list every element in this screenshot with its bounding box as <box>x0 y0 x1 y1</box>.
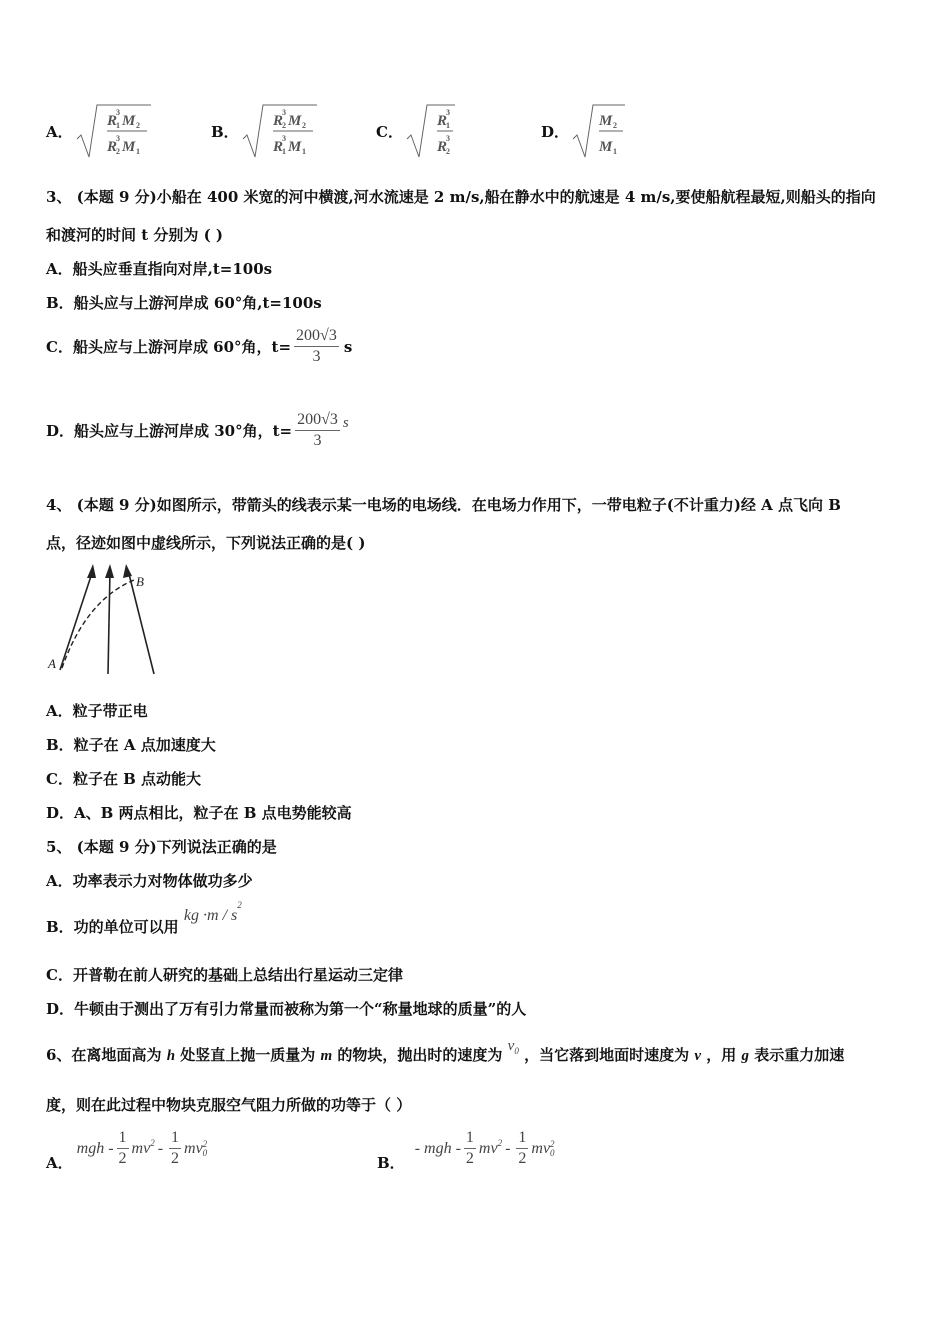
q6-var-h: h <box>166 1048 176 1064</box>
q4-option-a: A．粒子带正电 <box>46 702 148 720</box>
q6-option-a-mv0: mv <box>184 1139 203 1157</box>
svg-text:R: R <box>106 139 117 155</box>
q6-var-v: v <box>694 1048 701 1064</box>
field-line-right-arrow <box>123 564 132 578</box>
q3-option-a: A．船头应垂直指向对岸,t=100s <box>46 260 273 278</box>
field-line-left-arrow <box>87 564 96 578</box>
svg-text:3: 3 <box>445 134 450 143</box>
q4-stem-line2: 点，径迹如图中虚线所示，下列说法正确的是( ) <box>46 534 366 552</box>
q2-option-a-label: A． <box>46 122 73 141</box>
q5-option-a: A．功率表示力对物体做功多少 <box>46 872 253 890</box>
q2-option-c <box>376 100 463 162</box>
svg-text:1: 1 <box>281 147 286 156</box>
electric-field-diagram <box>46 560 166 678</box>
q3-option-c-text: C．船头应与上游河岸成 60°角，t= <box>46 338 292 356</box>
q6-stem-line2: 度，则在此过程中物块克服空气阻力所做的功等于（ ） <box>46 1096 412 1114</box>
q5-stem: 5、 (本题 9 分)下列说法正确的是 <box>46 838 277 856</box>
svg-text:R: R <box>436 113 447 129</box>
q6-var-m: m <box>320 1048 333 1064</box>
svg-text:R: R <box>436 139 447 155</box>
svg-text:3: 3 <box>445 108 450 117</box>
q6-option-a-mv: mv <box>131 1139 151 1157</box>
svg-text:R: R <box>272 113 283 129</box>
svg-text:1: 1 <box>613 147 618 156</box>
q2-option-a <box>46 100 153 162</box>
svg-text:1: 1 <box>445 121 450 130</box>
field-line-left <box>60 570 93 670</box>
svg-text:2: 2 <box>613 121 618 130</box>
q3-option-c-unit: s <box>343 337 353 356</box>
q6-stem-part5: ，用 <box>706 1046 737 1064</box>
q4-option-b: B．粒子在 A 点加速度大 <box>46 736 216 754</box>
q2-option-c-formula <box>403 101 463 161</box>
particle-trajectory <box>62 580 134 668</box>
q2-option-b <box>211 100 319 162</box>
q3-option-c <box>46 326 352 367</box>
q4-option-c: C．粒子在 B 点动能大 <box>46 770 202 788</box>
q2-option-d-formula <box>569 101 629 161</box>
q6-stem-part4: ，当它落到地面时速度为 <box>524 1046 690 1064</box>
q6-option-a-half-1: $\frac{1}{2}$ <box>118 1129 127 1167</box>
q6-var-g: g <box>741 1048 749 1064</box>
q6-stem-part2: 处竖直上抛一质量为 <box>180 1046 316 1064</box>
q6-option-a-expr-start: mgh - <box>76 1139 114 1157</box>
q3-option-d-text: D．船头应与上游河岸成 30°角，t= <box>46 422 293 440</box>
q5-option-b: B．功的单位可以用 kg $\cdot m / s^2$ <box>46 900 242 936</box>
q2-option-a-formula <box>73 101 153 161</box>
q2-option-b-formula <box>239 101 319 161</box>
svg-text:R: R <box>106 113 117 129</box>
svg-text:3: 3 <box>115 108 120 117</box>
point-a-label: A <box>48 656 56 671</box>
q6-var-v0: v <box>507 1038 515 1054</box>
q2-option-c-label: C． <box>376 122 403 141</box>
q3-option-d-numerator: 200√3 <box>295 410 340 431</box>
q6-stem-part1: 6、在离地面高为 <box>46 1046 162 1064</box>
q2-option-d-label: D． <box>541 122 570 141</box>
svg-text:R: R <box>272 139 283 155</box>
q3-option-d-fraction <box>295 410 340 451</box>
svg-text:2: 2 <box>135 121 140 130</box>
q6-option-a-label: A． <box>46 1154 73 1172</box>
q3-option-d-denominator: 3 <box>313 432 322 449</box>
q5-option-d: D．牛顿由于测出了万有引力常量而被称为第一个“称量地球的质量”的人 <box>46 1000 527 1018</box>
q6-stem-part3: 的物块，抛出时的速度为 <box>337 1046 503 1064</box>
q6-option-b-label: B． <box>377 1154 405 1172</box>
q3-stem-line1: 3、 (本题 9 分)小船在 400 米宽的河中横渡,河水流速是 2 m/s,船在静水中的航速是 4 m/s,要使船航程最短,则船头的指向 <box>46 188 876 206</box>
svg-text:2: 2 <box>281 121 286 130</box>
svg-text:2: 2 <box>301 121 306 130</box>
q3-option-c-fraction <box>294 326 339 367</box>
q2-option-b-label: B． <box>211 122 239 141</box>
svg-text:2: 2 <box>115 147 120 156</box>
q6-option-b-expr-start: - mgh - <box>414 1139 461 1157</box>
q5-option-c: C．开普勒在前人研究的基础上总结出行星运动三定律 <box>46 966 403 984</box>
q6-option-b-half-1: $\frac{1}{2}$ <box>465 1129 474 1167</box>
q6-stem-line1: 6、在离地面高为 h 处竖直上抛一质量为 m 的物块，抛出时的速度为 $v_0$ ，当它落到地面时速度为 v ，用 g 表示重力加速 <box>46 1038 845 1064</box>
svg-text:M: M <box>287 139 302 155</box>
q6-stem-part6: 表示重力加速 <box>754 1046 845 1064</box>
q5-option-b-text: B．功的单位可以用 <box>46 918 179 936</box>
q6-option-b-half-2: $\frac{1}{2}$ <box>518 1129 527 1167</box>
svg-text:3: 3 <box>115 134 120 143</box>
field-line-middle-arrow <box>105 564 114 578</box>
svg-text:M: M <box>287 113 302 129</box>
q3-option-b: B．船头应与上游河岸成 60°角,t=100s <box>46 294 322 312</box>
svg-text:M: M <box>599 113 613 129</box>
svg-text:1: 1 <box>301 147 306 156</box>
svg-text:3: 3 <box>281 134 286 143</box>
svg-text:1: 1 <box>135 147 140 156</box>
point-b-label: B <box>136 574 144 589</box>
q4-stem-line1: 4、 (本题 9 分)如图所示，带箭头的线表示某一电场的电场线．在电场力作用下，一带电粒子(不计重力)经 A 点飞向 B <box>46 496 841 514</box>
q3-option-d <box>46 410 349 451</box>
q6-option-b-mv0: mv <box>531 1139 551 1157</box>
field-line-middle <box>108 570 110 674</box>
svg-text:3: 3 <box>281 108 286 117</box>
svg-text:M: M <box>121 139 135 155</box>
q3-option-c-numerator: 200√3 <box>294 326 339 347</box>
q6-option-a-half-2: $\frac{1}{2}$ <box>171 1129 180 1167</box>
svg-text:M: M <box>121 113 135 129</box>
q6-option-b: B． - mgh - $\frac{1}{2}$ mv $^2$ - $\frac{1}{2}$ mv 2 0 <box>377 1129 555 1172</box>
q5-option-b-unit: kg ·m / s <box>183 907 238 924</box>
svg-text:M: M <box>599 139 613 155</box>
q3-option-c-denominator: 3 <box>312 348 321 365</box>
q6-option-a: A． mgh - $\frac{1}{2}$ mv $^2$ - $\frac{1}{2}$ mv 2 0 <box>46 1129 208 1172</box>
q3-option-d-unit: s <box>342 415 349 431</box>
q4-option-d: D．A、B 两点相比，粒子在 B 点电势能较高 <box>46 804 352 822</box>
q2-option-d <box>541 100 629 162</box>
svg-text:2: 2 <box>445 147 450 156</box>
q6-option-b-mv: mv <box>478 1139 498 1157</box>
svg-text:1: 1 <box>115 121 120 130</box>
q3-stem-line2: 和渡河的时间 t 分别为 ( ) <box>46 226 224 244</box>
